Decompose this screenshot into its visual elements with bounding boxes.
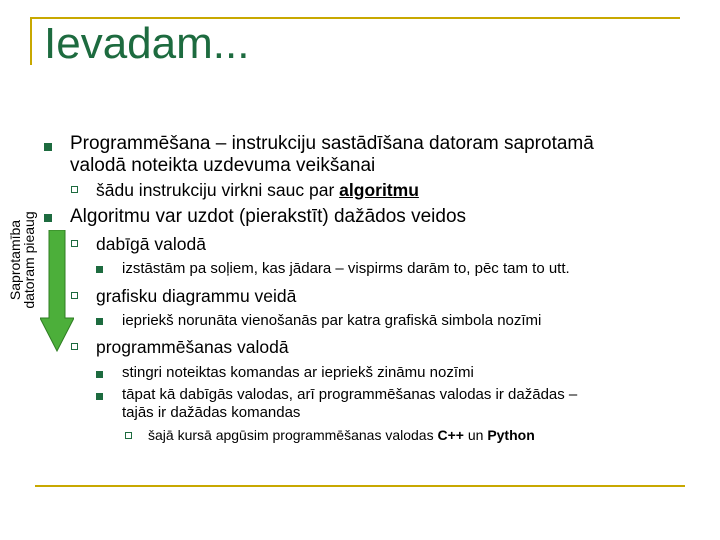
example-mid: un xyxy=(463,427,488,443)
bullet-square-icon xyxy=(44,214,52,222)
bullet-square-icon xyxy=(96,371,103,378)
bullet-2-sub-3: programmēšanas valodā xyxy=(96,337,289,357)
frame-bottom-rule xyxy=(35,485,685,487)
down-arrow-icon xyxy=(40,230,74,352)
bullet-1-line1: Programmēšana – instrukciju sastādīšana datoram saprotamā xyxy=(70,133,594,154)
bullet-1-line2: valodā noteikta uzdevuma veikšanai xyxy=(70,155,376,176)
bullet-2-sub-2: grafisku diagrammu veidā xyxy=(96,286,297,306)
bullet-2-sub-3-detail-1: stingri noteiktas komandas ar iepriekš zināmu nozīmi xyxy=(122,364,474,381)
language-cpp: C++ xyxy=(437,427,464,443)
frame-left-rule xyxy=(30,17,32,65)
bullet-2-sub-1-detail: izstāstām pa soļiem, kas jādara – vispirms darām to, pēc tam to utt. xyxy=(122,260,570,277)
bullet-hollow-square-icon xyxy=(71,240,78,247)
bullet-2-sub-3-detail-2-line2: tajās ir dažādas komandas xyxy=(122,404,301,421)
bullet-2-sub-1: dabīgā valodā xyxy=(96,234,206,254)
bullet-2-sub-3-detail-2-line1: tāpat kā dabīgās valodas, arī programmēšanas valodas ir dažādas – xyxy=(122,386,578,403)
example-prefix: šajā kursā apgūsim programmēšanas valodas xyxy=(148,427,438,443)
bullet-hollow-square-icon xyxy=(71,186,78,193)
bullet-square-icon xyxy=(96,318,103,325)
bullet-hollow-square-icon xyxy=(71,292,78,299)
side-label xyxy=(8,190,36,330)
bullet-square-icon xyxy=(96,266,103,273)
side-label-line1: Saprotamība xyxy=(7,219,23,301)
bullet-2-sub-2-detail: iepriekš norunāta vienošanās par katra grafiskā simbola nozīmi xyxy=(122,312,542,329)
bullet-square-icon xyxy=(96,393,103,400)
algorithm-keyword: algoritmu xyxy=(339,180,419,200)
bullet-2: Algoritmu var uzdot (pierakstīt) dažādos veidos xyxy=(70,206,467,227)
language-python: Python xyxy=(487,427,535,443)
slide-title: Ievadam... xyxy=(44,19,250,68)
bullet-1-sub xyxy=(96,180,419,200)
bullet-1-sub-prefix: šādu instrukciju virkni sauc par xyxy=(96,180,340,200)
bullet-hollow-square-icon xyxy=(71,343,78,350)
bullet-square-icon xyxy=(44,143,52,151)
bullet-2-sub-3-example xyxy=(148,427,535,444)
bullet-hollow-square-icon xyxy=(125,432,132,439)
side-label-line2: datoram pieaug xyxy=(21,211,37,309)
